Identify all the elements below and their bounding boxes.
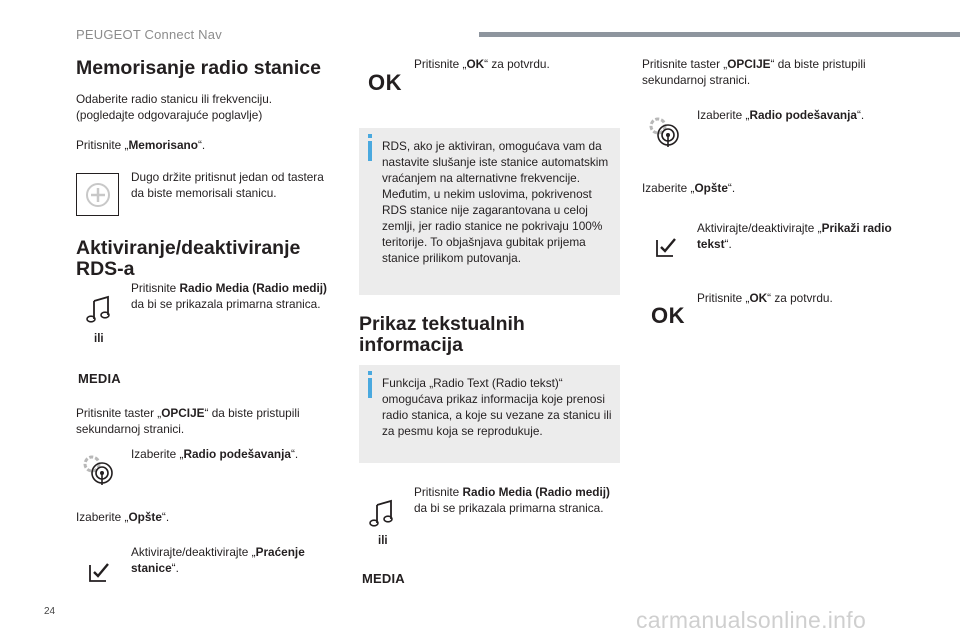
media-button-label: MEDIA: [362, 571, 405, 586]
paragraph-ok-confirm-2: Pritisnite „OK“ za potvrdu.: [697, 291, 833, 305]
ok-icon: OK: [651, 303, 685, 328]
checkbox-icon: [655, 235, 679, 259]
media-button-label: MEDIA: [78, 371, 121, 386]
paragraph-general: Izaberite „Opšte“.: [76, 510, 170, 524]
header-title: PEUGEOT Connect Nav: [76, 27, 222, 42]
paragraph-show-radio-text: Aktivirajte/deaktivirajte „Prikaži radio tekst“.: [697, 221, 892, 251]
paragraph-options-2: Pritisnite taster „OPCIJE“ da biste pristupili sekundarnoj stranici.: [642, 57, 866, 87]
info-note-rds: RDS, ako je aktiviran, omogućava vam da nastavite slušanje iste stanice automatskim vraćanjem na alternativne frekvencije. Međutim, u nekim uslovima, pokrivenost RDS stanice nije zagarantovana u celoj zemlji, jer radio stanice ne pokrivaju 100% teritorije. To objašnjava gubitak prijema stanice prilikom putovanja.: [359, 128, 620, 295]
plus-icon: [76, 173, 119, 216]
checkbox-icon: [88, 560, 112, 584]
paragraph-radio-settings: Izaberite „Radio podešavanja“.: [131, 447, 299, 461]
or-label: ili: [378, 535, 388, 547]
paragraph-radio-settings-2: Izaberite „Radio podešavanja“.: [697, 108, 865, 122]
info-icon: [368, 378, 372, 398]
page-number: 24: [44, 606, 56, 617]
radio-settings-icon: [80, 451, 118, 489]
music-note-icon: [367, 497, 397, 529]
watermark: carmanualsonline.info: [636, 607, 867, 633]
paragraph-ok-confirm: Pritisnite „OK“ za potvrdu.: [414, 57, 550, 71]
paragraph-press-memorize: Pritisnite „Memorisano“.: [76, 138, 206, 152]
paragraph-radio-media-2: Pritisnite Radio Media (Radio medij) da bi se prikazala primarna stranica.: [414, 485, 610, 515]
heading-text-info: Prikaz tekstualnih informacija: [359, 313, 525, 356]
paragraph-radio-media: Pritisnite Radio Media (Radio medij) da bi se prikazala primarna stranica.: [131, 281, 327, 311]
info-icon: [368, 141, 372, 161]
paragraph-options: Pritisnite taster „OPCIJE“ da biste pristupili sekundarnoj stranici.: [76, 406, 300, 436]
heading-memorize: Memorisanje radio stanice: [76, 57, 321, 79]
radio-settings-icon: [646, 113, 684, 151]
paragraph-station-tracking: Aktivirajte/deaktivirajte „Praćenje stanice“.: [131, 545, 305, 575]
paragraph-general-2: Izaberite „Opšte“.: [642, 181, 736, 195]
paragraph-long-press: Dugo držite pritisnut jedan od tastera da biste memorisali stanicu.: [131, 170, 324, 200]
heading-rds: Aktiviranje/deaktiviranje RDS-a: [76, 237, 301, 280]
paragraph-select-station: Odaberite radio stanicu ili frekvenciju. (pogledajte odgovarajuće poglavlje): [76, 92, 273, 122]
header-bar: [479, 32, 960, 37]
or-label: ili: [94, 333, 104, 345]
ok-icon: OK: [368, 70, 402, 95]
music-note-icon: [84, 293, 114, 325]
info-note-radio-text: Funkcija „Radio Text (Radio tekst)“ omogućava prikaz informacija koje prenosi radio stanica, a koje su vezane za stanicu ili za pesmu koja se reprodukuje.: [359, 365, 620, 463]
